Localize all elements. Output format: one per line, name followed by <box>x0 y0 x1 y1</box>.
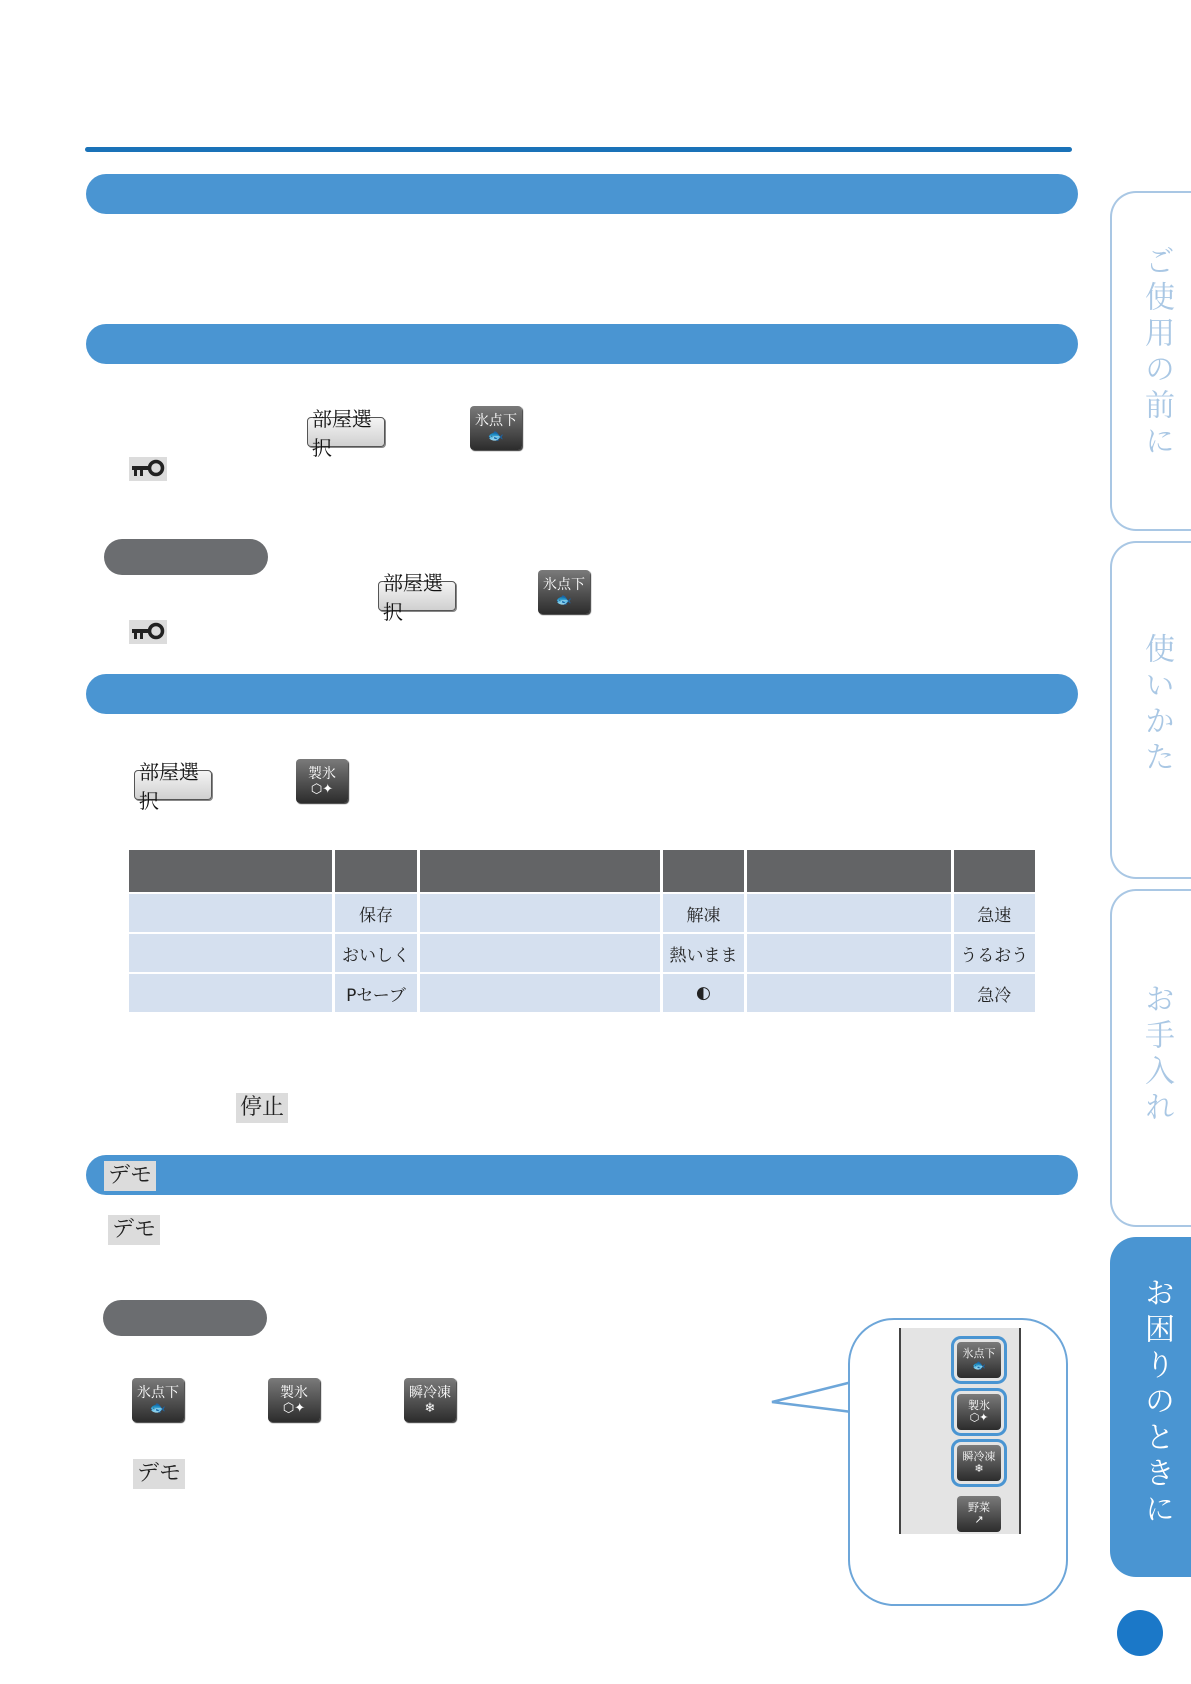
room-select-key: 部屋選択 <box>307 417 385 447</box>
fish-icon: 🐟 <box>972 1359 986 1372</box>
callout-pointer <box>770 1380 860 1420</box>
table-header <box>129 850 1035 892</box>
ice-icon: ⬡✦ <box>310 781 334 797</box>
table-cell <box>420 974 660 1012</box>
room-select-key-3: 部屋選択 <box>134 770 212 800</box>
note-pill-2 <box>103 1300 267 1336</box>
hyoten-key-label: 氷点下 <box>475 412 517 429</box>
hyoten-key-3-label: 氷点下 <box>137 1384 179 1401</box>
table-cell: 急冷 <box>954 974 1036 1012</box>
table-cell <box>747 974 950 1012</box>
shunreito-key <box>404 1378 456 1422</box>
hyoten-key-3 <box>132 1378 184 1422</box>
table-header-cell <box>129 850 332 892</box>
panel-hyoten-label: 氷点下 <box>962 1347 996 1360</box>
table-header-cell <box>954 850 1036 892</box>
tab-before-use-label: ご使用の前に <box>1139 245 1174 461</box>
ice-icon: ⬡✦ <box>282 1400 306 1416</box>
seihyo-key-label: 製氷 <box>308 765 336 782</box>
key-lock-icon-2 <box>129 620 167 644</box>
hyoten-key-2 <box>538 570 590 614</box>
tab-how-to-use-label: 使いかた <box>1139 633 1174 777</box>
tab-troubleshooting-label: お困りのときに <box>1139 1277 1174 1529</box>
table-cell <box>747 894 950 932</box>
section-bar-2 <box>86 324 1078 364</box>
table-cell <box>129 934 332 972</box>
section-bar-demo <box>86 1155 1078 1195</box>
table-row <box>129 894 1035 932</box>
page-number-badge <box>1117 1610 1163 1656</box>
shunreito-key-label: 瞬冷凍 <box>409 1384 451 1401</box>
top-rule <box>85 147 1072 152</box>
snowflake-icon: ❄ <box>974 1462 984 1475</box>
tab-how-to-use[interactable] <box>1110 541 1191 879</box>
room-select-key-2: 部屋選択 <box>378 581 456 611</box>
panel-shunreito-label: 瞬冷凍 <box>962 1450 996 1463</box>
fish-icon: 🐟 <box>149 1400 167 1416</box>
seihyo-key <box>296 759 348 803</box>
table-cell <box>747 934 950 972</box>
table-cell <box>420 934 660 972</box>
table-header-cell <box>420 850 660 892</box>
key-lock-icon <box>129 457 167 481</box>
hyoten-key-2-label: 氷点下 <box>543 576 585 593</box>
demo-label: デモ <box>104 1161 156 1191</box>
table-row <box>129 934 1035 972</box>
demo-label-2: デモ <box>108 1215 160 1245</box>
panel-hyoten-key <box>957 1342 1001 1378</box>
fish-icon: 🐟 <box>555 592 573 608</box>
table-header-cell <box>747 850 950 892</box>
table-cell: 急速 <box>954 894 1036 932</box>
fish-icon: 🐟 <box>487 428 505 444</box>
table-cell: 保存 <box>335 894 416 932</box>
note-pill-1 <box>104 539 268 575</box>
mode-table <box>126 848 1038 1014</box>
table-cell: 熱いまま <box>663 934 744 972</box>
hyoten-key <box>470 406 522 450</box>
table-cell <box>420 894 660 932</box>
table-header-cell <box>335 850 416 892</box>
panel-seihyo-key <box>957 1394 1001 1430</box>
tab-care-label: お手入れ <box>1139 983 1174 1127</box>
table-cell: うるおう <box>954 934 1036 972</box>
section-bar-1 <box>86 174 1078 214</box>
arrow-icon: ↗ <box>974 1513 984 1526</box>
table-cell <box>129 894 332 932</box>
panel-seihyo-label: 製氷 <box>968 1399 990 1412</box>
table-cell: おいしく <box>335 934 416 972</box>
panel-yasai-label: 野菜 <box>968 1501 990 1514</box>
tab-before-use[interactable] <box>1110 191 1191 531</box>
panel-yasai-key <box>957 1496 1001 1532</box>
ice-icon: ⬡✦ <box>969 1411 989 1424</box>
table-cell: ◐ <box>663 974 744 1012</box>
demo-label-3: デモ <box>133 1459 185 1489</box>
table-cell: 解凍 <box>663 894 744 932</box>
tab-troubleshooting[interactable] <box>1110 1237 1191 1577</box>
seihyo-key-2 <box>268 1378 320 1422</box>
table-row <box>129 974 1035 1012</box>
seihyo-key-2-label: 製氷 <box>280 1384 308 1401</box>
section-bar-3 <box>86 674 1078 714</box>
table-cell: Pセーブ <box>335 974 416 1012</box>
tab-care[interactable] <box>1110 889 1191 1227</box>
table-header-cell <box>663 850 744 892</box>
snowflake-icon: ❄ <box>424 1400 436 1416</box>
panel-shunreito-key <box>957 1445 1001 1481</box>
stop-label: 停止 <box>236 1093 288 1123</box>
table-cell <box>129 974 332 1012</box>
